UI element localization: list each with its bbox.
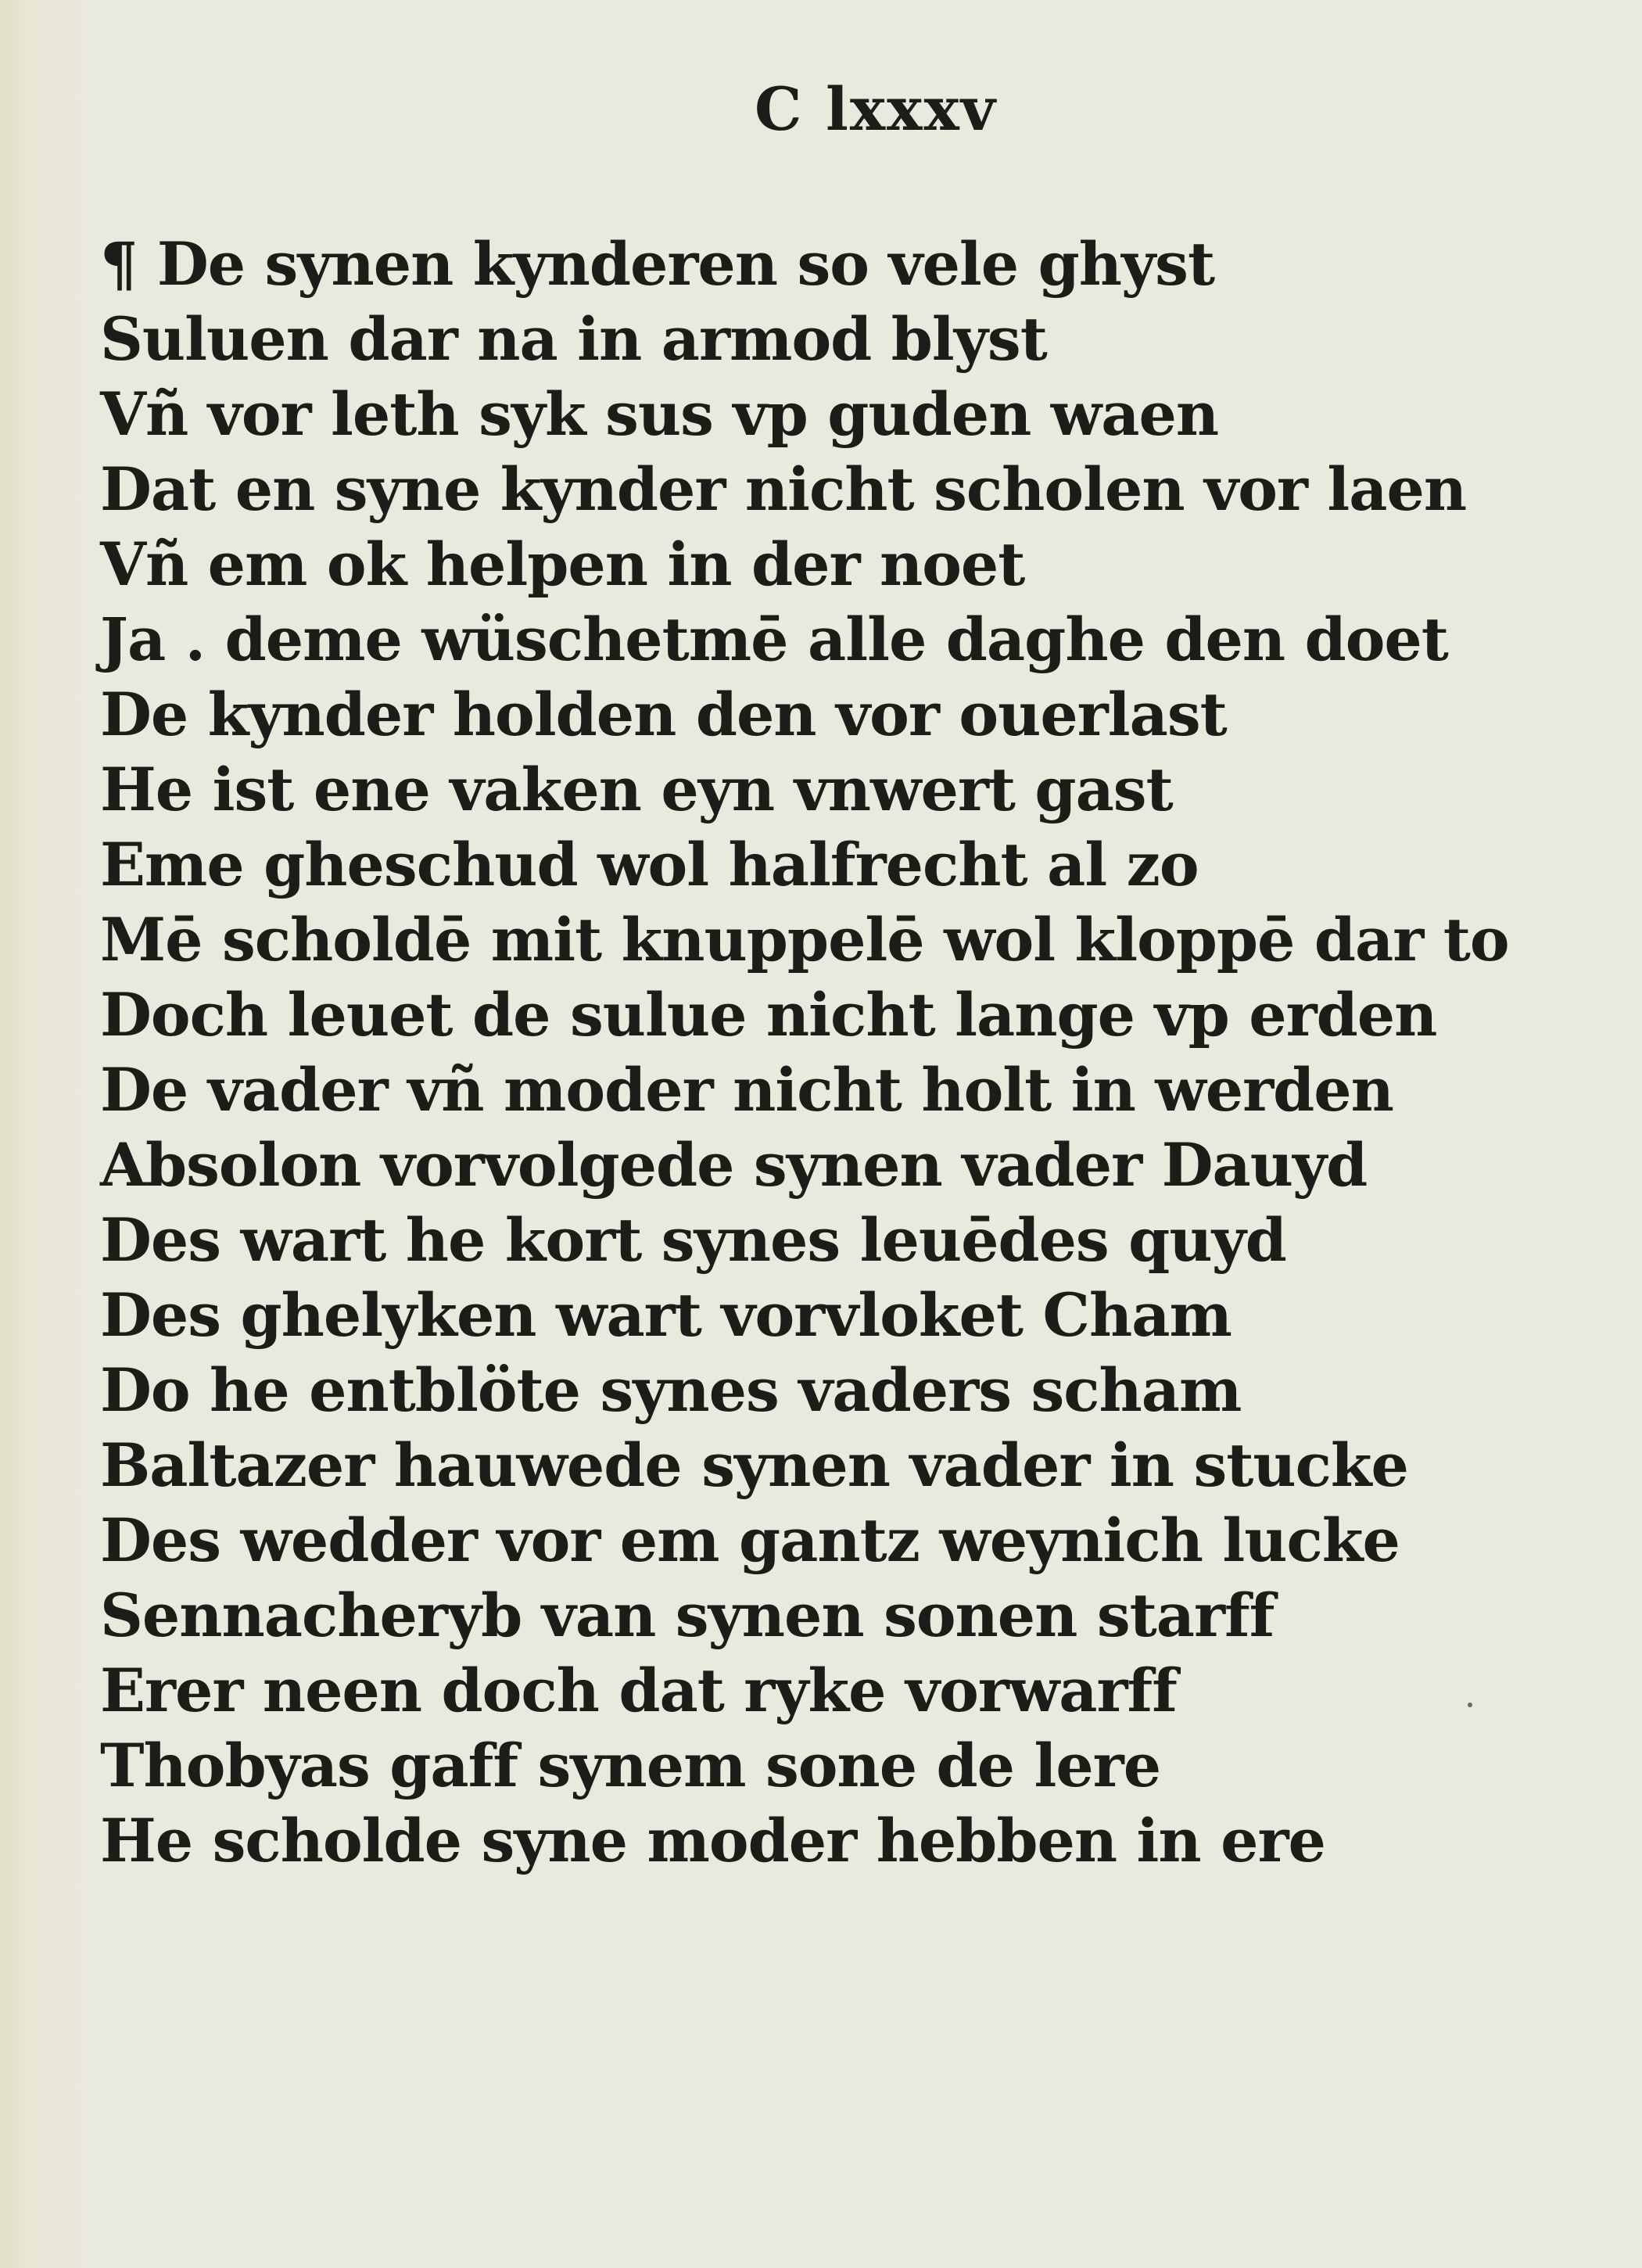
- folio-number: C lxxxv: [755, 74, 997, 144]
- verse-line: Ja . deme wüschetmē alle daghe den doet: [100, 605, 1448, 674]
- verse-line: De vader vñ moder nicht holt in werden: [100, 1055, 1393, 1125]
- verse-line: Des wedder vor em gantz weynich lucke: [100, 1505, 1400, 1575]
- verse-line: Do he entblöte synes vaders scham: [100, 1355, 1242, 1425]
- verse-line: Sennacheryb van synen sonen starff: [100, 1581, 1275, 1650]
- verse-line: He ist ene vaken eyn vnwert gast: [100, 755, 1173, 824]
- verse-line: Erer neen doch dat ryke vorwarff: [100, 1656, 1177, 1725]
- verse-line: Mē scholdē mit knuppelē wol kloppē dar to: [100, 905, 1509, 974]
- verse-line: Doch leuet de sulue nicht lange vp erden: [100, 980, 1437, 1050]
- verse-line: ¶ De synen kynderen so vele ghyst: [100, 229, 1215, 299]
- verse-line: He scholde syne moder hebben in ere: [100, 1806, 1325, 1875]
- verse-line: Des ghelyken wart vorvloket Cham: [100, 1280, 1232, 1350]
- verse-line: Suluen dar na in armod blyst: [100, 304, 1047, 374]
- verse-line: Des wart he kort synes leuēdes quyd: [100, 1205, 1286, 1275]
- verse-line: Thobyas gaff synem sone de lere: [100, 1731, 1161, 1800]
- verse-line: Vñ vor leth syk sus vp guden waen: [100, 379, 1219, 449]
- verse-line: Eme gheschud wol halfrecht al zo: [100, 830, 1199, 899]
- verse-text: [100, 227, 1586, 1879]
- verse-line: Absolon vorvolgede synen vader Dauyd: [100, 1130, 1368, 1200]
- verse-line: De kynder holden den vor ouerlast: [100, 680, 1227, 749]
- verse-line: Vñ em ok helpen in der noet: [100, 529, 1025, 599]
- verse-line: Dat en syne kynder nicht scholen vor laen: [100, 454, 1467, 524]
- verse-line: Baltazer hauwede synen vader in stucke: [100, 1430, 1408, 1500]
